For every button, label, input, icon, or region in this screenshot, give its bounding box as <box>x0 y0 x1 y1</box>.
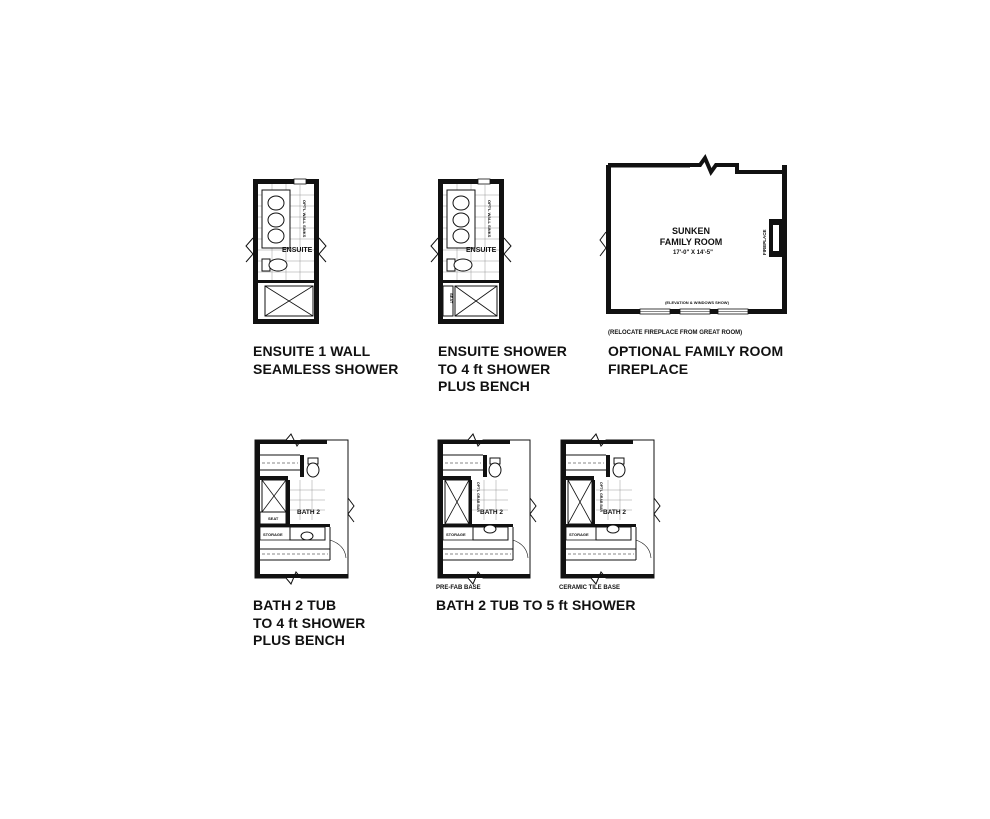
caption-line: PLUS BENCH <box>253 632 346 648</box>
bath2-5ft-caption <box>436 597 636 615</box>
caption-line: TO 4 ft SHOWER <box>253 614 366 631</box>
caption-line: BATH 2 TUB TO 5 ft SHOWER <box>436 597 636 613</box>
caption-line: BATH 2 TUB <box>253 597 337 613</box>
room-label: ENSUITE <box>282 247 313 254</box>
caption-line: FIREPLACE <box>608 360 689 377</box>
family-room-plan <box>600 158 787 314</box>
window-note: (ELEVATION & WINDOWS SHOW) <box>665 300 729 305</box>
caption-line: ENSUITE SHOWER <box>438 343 567 359</box>
ceramic-tile-base-label: CERAMIC TILE BASE <box>559 585 621 591</box>
storage-label: STORAGE <box>446 532 466 537</box>
caption-line: ENSUITE 1 WALL <box>253 343 371 359</box>
ensuite-shower-4ft-plan <box>431 179 511 324</box>
ensuite-1-wall-plan <box>246 179 326 324</box>
caption-line: OPTIONAL FAMILY ROOM <box>608 343 784 359</box>
bench-label: SEAT <box>449 293 454 304</box>
relocate-fireplace-note: (RELOCATE FIREPLACE FROM GREAT ROOM) <box>608 330 743 336</box>
room-label-line-1: SUNKEN <box>671 226 711 236</box>
room-label: BATH 2 <box>603 509 626 516</box>
caption-line: PLUS BENCH <box>438 378 531 394</box>
ensuite-1-wall-caption <box>253 343 398 378</box>
caption-line: TO 4 ft SHOWER <box>438 360 551 377</box>
storage-label: STORAGE <box>569 532 589 537</box>
room-label: ENSUITE <box>466 247 497 254</box>
vertical-label: OPT'L WALL SINKS <box>487 200 492 238</box>
caption-line: SEAMLESS SHOWER <box>253 360 399 377</box>
room-label: BATH 2 <box>297 509 320 516</box>
fireplace-label: FIREPLACE <box>762 229 767 255</box>
room-label: BATH 2 <box>480 509 503 516</box>
storage-label: STORAGE <box>263 532 283 537</box>
vertical-label: OPT'L GRAB BAR <box>599 482 603 512</box>
bath2-5ft-ceramic-plan <box>561 434 660 584</box>
bath2-5ft-prefab-plan <box>438 434 536 584</box>
family-room-caption <box>608 343 783 378</box>
room-size: 17'-0" X 14'-5" <box>673 250 713 256</box>
bath2-4ft-caption <box>253 597 365 650</box>
prefab-base-label: PRE-FAB BASE <box>436 585 481 591</box>
seat-label: SEAT <box>268 516 279 521</box>
bath2-tub-4ft-plan <box>255 434 354 584</box>
ensuite-shower-caption <box>438 343 567 396</box>
room-label-line-2: FAMILY ROOM <box>659 237 723 247</box>
vertical-label: OPT'L WALL SINKS <box>302 200 307 238</box>
vertical-label: OPT'L GRAB BAR <box>476 482 480 512</box>
